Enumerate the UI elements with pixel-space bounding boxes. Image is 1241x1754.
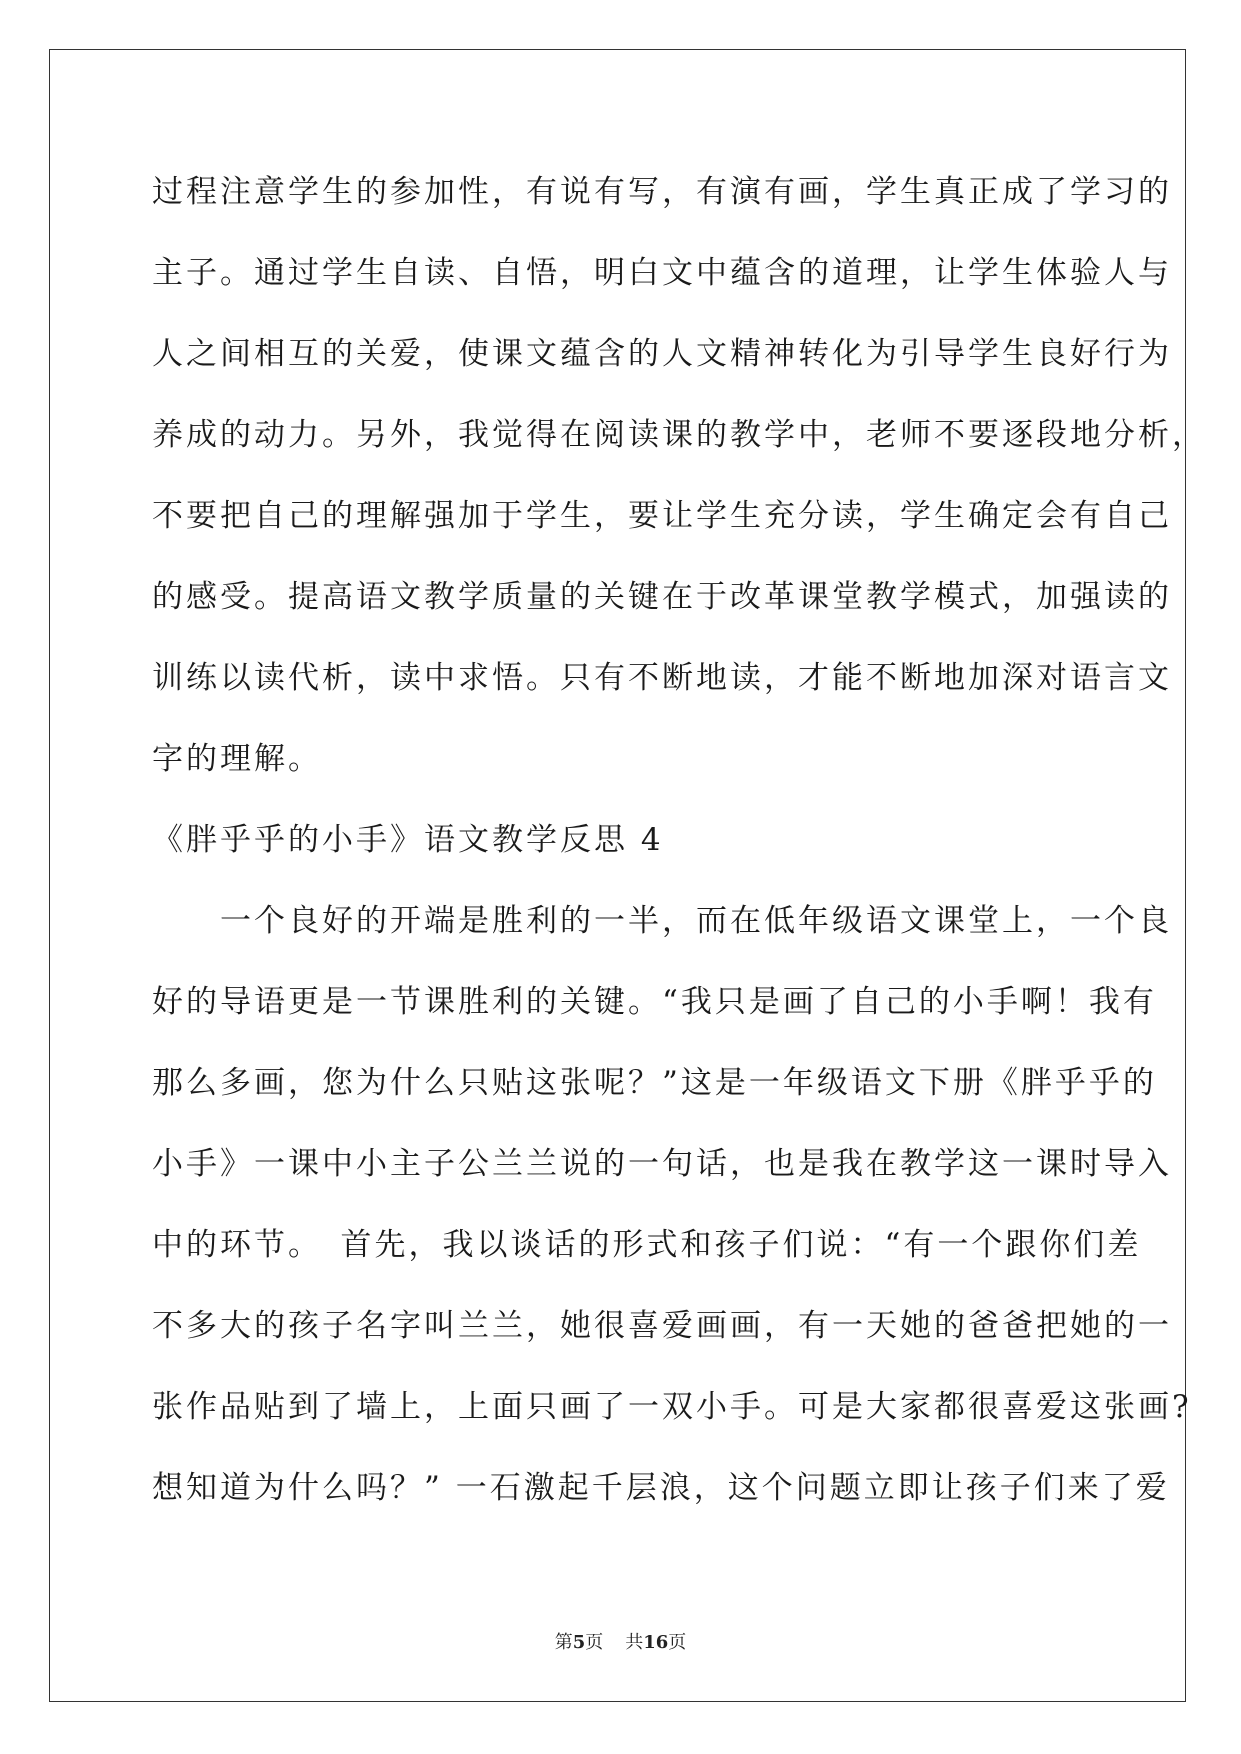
footer-prefix: 第	[554, 1632, 573, 1653]
total-pages: 16	[643, 1632, 669, 1653]
text-line: 训练以读代析，读中求悟。只有不断地读，才能不断地加深对语言文	[152, 660, 1172, 696]
text-line: 那么多画，您为什么只贴这张呢？”这是一年级语文下册《胖乎乎的	[152, 1065, 1157, 1101]
footer-total-prefix: 共	[625, 1632, 644, 1653]
footer-page-suffix: 页	[585, 1632, 604, 1653]
text-line: 好的导语更是一节课胜利的关键。“我只是画了自己的小手啊！我有	[152, 984, 1157, 1020]
text-line: 的感受。提高语文教学质量的关键在于改革课堂教学模式，加强读的	[152, 579, 1172, 615]
text-line: 不多大的孩子名字叫兰兰，她很喜爱画画，有一天她的爸爸把她的一	[152, 1308, 1172, 1344]
text-line: 过程注意学生的参加性，有说有写，有演有画，学生真正成了学习的	[152, 174, 1172, 210]
footer-total-suffix: 页	[668, 1632, 687, 1653]
text-line: 想知道为什么吗？” 一石激起千层浪，这个问题立即让孩子们来了爱	[152, 1470, 1170, 1506]
document-body	[152, 152, 1206, 1529]
text-line: 一个良好的开端是胜利的一半，而在低年级语文课堂上，一个良	[152, 903, 1172, 939]
section-heading: 《胖乎乎的小手》语文教学反思 4	[152, 822, 664, 858]
text-line: 张作品贴到了墙上，上面只画了一双小手。可是大家都很喜爱这张画?	[152, 1389, 1192, 1425]
page-footer	[0, 1628, 1241, 1654]
text-line: 养成的动力。另外，我觉得在阅读课的教学中，老师不要逐段地分析，	[152, 417, 1206, 453]
text-line: 中的环节。 首先，我以谈话的形式和孩子们说：“有一个跟你们差	[152, 1227, 1142, 1263]
text-line: 人之间相互的关爱，使课文蕴含的人文精神转化为引导学生良好行为	[152, 336, 1172, 372]
page-number: 5	[572, 1632, 586, 1653]
text-line: 字的理解。	[152, 741, 322, 777]
text-line: 小手》一课中小主子公兰兰说的一句话，也是我在教学这一课时导入	[152, 1146, 1172, 1182]
text-line: 主子。通过学生自读、自悟，明白文中蕴含的道理，让学生体验人与	[152, 255, 1172, 291]
text-line: 不要把自己的理解强加于学生，要让学生充分读，学生确定会有自己	[152, 498, 1172, 534]
